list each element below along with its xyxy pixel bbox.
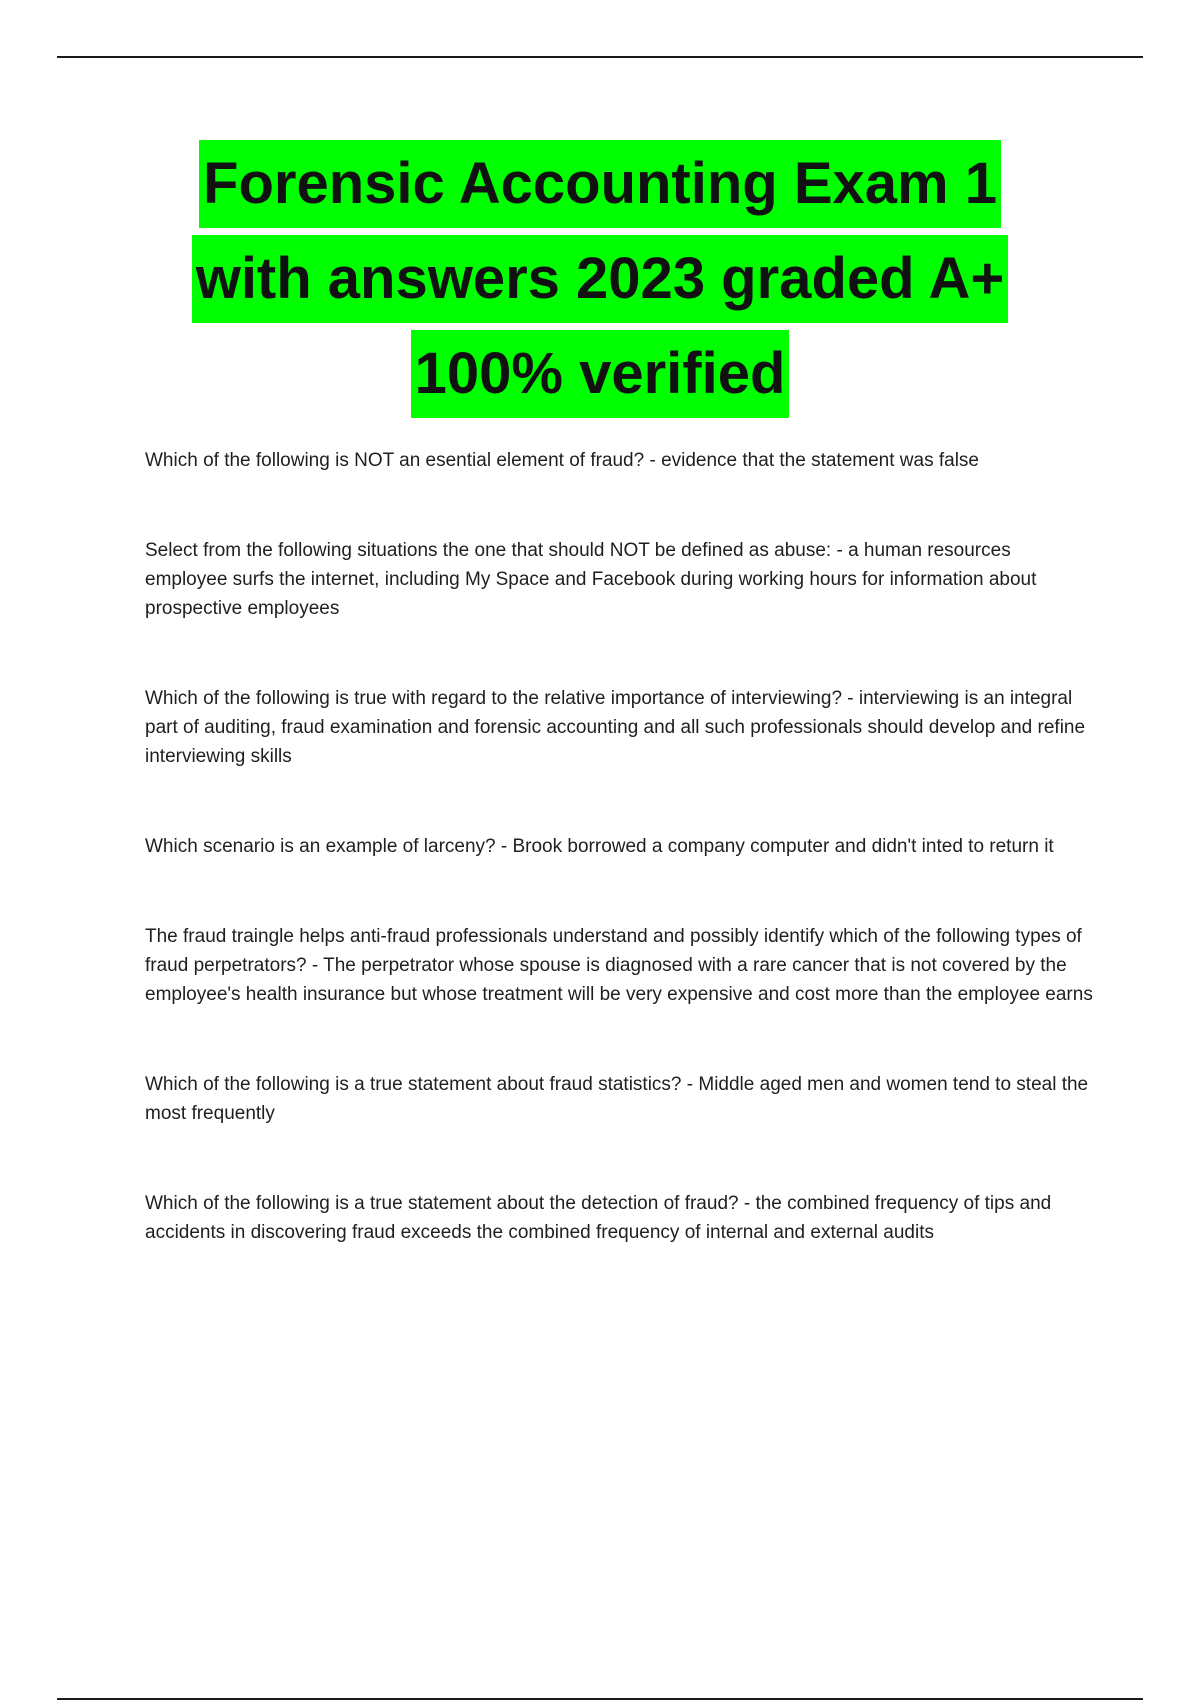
question-answer-list xyxy=(145,446,1095,1308)
qa-item: Which of the following is a true statement about the detection of fraud? - the combined frequency of tips and accidents in discovering fraud exceeds the combined frequency of internal and external audits xyxy=(145,1193,1052,1243)
qa-item: Select from the following situations the one that should NOT be defined as abuse: - a human resources employee surfs the internet, including My Space and Facebook during working hours for information about prospective employees xyxy=(145,540,1037,619)
document-title xyxy=(0,140,1200,425)
title-line-2: with answers 2023 graded A+ xyxy=(192,235,1009,323)
qa-item: Which of the following is a true statement about fraud statistics? - Middle aged men and women tend to steal the most frequently xyxy=(145,1074,1089,1124)
top-divider xyxy=(57,56,1143,58)
qa-item: Which scenario is an example of larceny? - Brook borrowed a company computer and didn't inted to return it xyxy=(145,836,1054,857)
qa-item: Which of the following is NOT an esential element of fraud? - evidence that the statement was false xyxy=(145,450,979,471)
qa-item: The fraud traingle helps anti-fraud professionals understand and possibly identify which of the following types of fraud perpetrators? - The perpetrator whose spouse is diagnosed with a rare cancer that is not covered by the employee's health insurance but whose treatment will be very expensive and cost more than the employee earns xyxy=(145,926,1093,1005)
title-line-3: 100% verified xyxy=(411,330,790,418)
qa-item: Which of the following is true with regard to the relative importance of interviewing? - interviewing is an integral part of auditing, fraud examination and forensic accounting and all such professionals should develop and refine interviewing skills xyxy=(145,688,1086,767)
title-line-1: Forensic Accounting Exam 1 xyxy=(199,140,1001,228)
